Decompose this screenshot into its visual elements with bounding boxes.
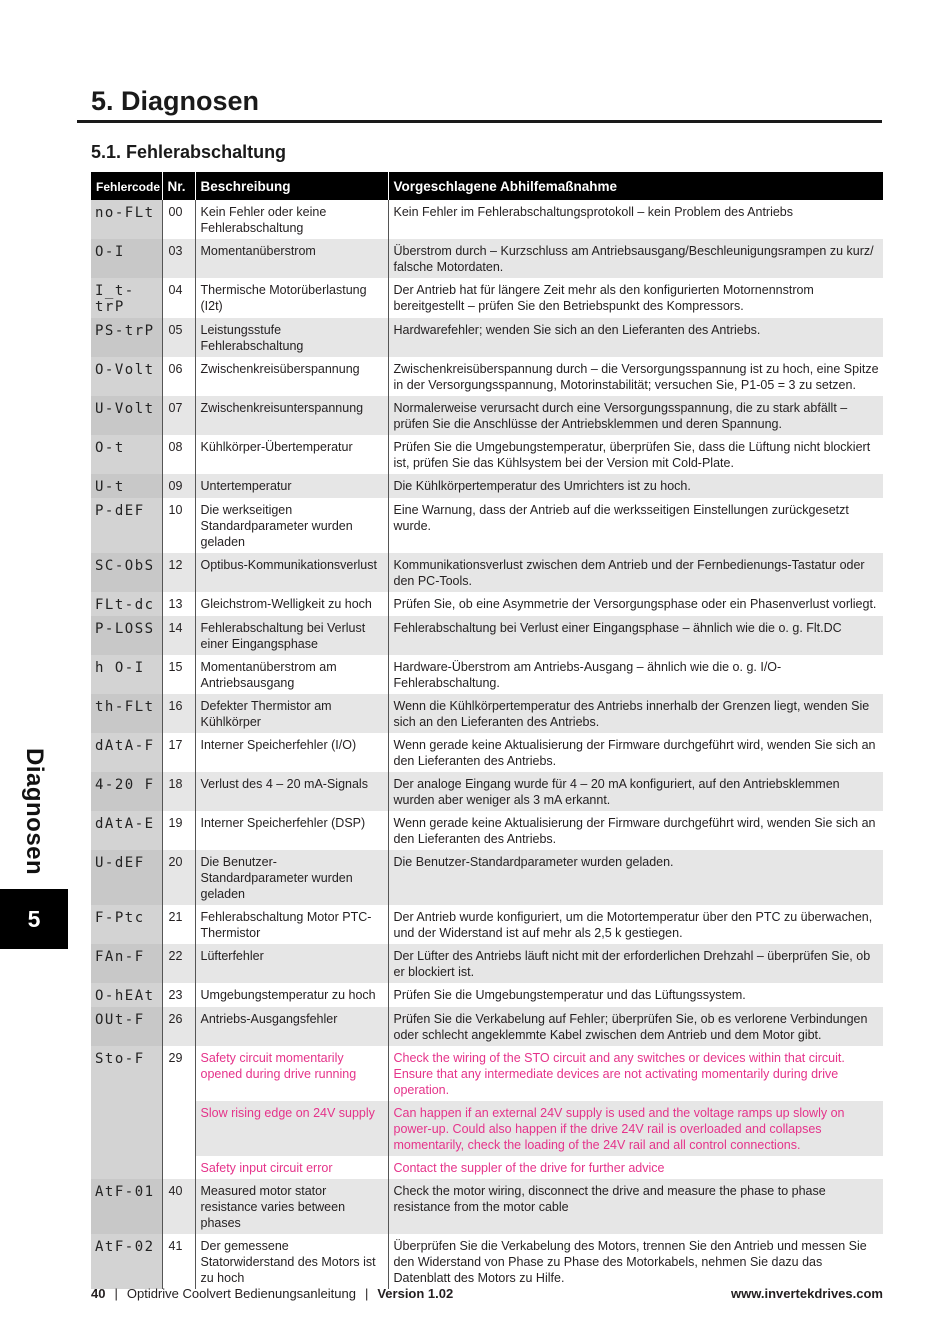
fault-remedy: Die Kühlkörpertemperatur des Umrichters ist zu hoch. xyxy=(388,474,883,498)
page-footer xyxy=(91,1286,883,1301)
fault-description: Safety input circuit error xyxy=(195,1156,388,1179)
fault-remedy: Check the motor wiring, disconnect the drive and measure the phase to phase resistance from the motor cable xyxy=(388,1179,883,1234)
fault-description: Umgebungstemperatur zu hoch xyxy=(195,983,388,1007)
fault-number: 19 xyxy=(162,811,195,850)
fault-code: h O-I xyxy=(95,660,145,676)
footer-separator: | xyxy=(364,1286,369,1301)
fault-remedy: Can happen if an external 24V supply is used and the voltage ramps up slowly on power-up. Could also happen if the drive 24V rail is overloaded and collapses momentarily, check the loading of the 24V rail and all control connections. xyxy=(388,1101,883,1156)
fault-number: 15 xyxy=(162,655,195,694)
fault-code: O-Volt xyxy=(95,362,155,378)
fault-description: Die Benutzer-Standardparameter wurden geladen xyxy=(195,850,388,905)
fault-description: Die werkseitigen Standardparameter wurden geladen xyxy=(195,498,388,553)
fault-code: P-dEF xyxy=(95,503,145,519)
fault-remedy: Überstrom durch – Kurzschluss am Antriebsausgang/Beschleunigungsrampen zu kurz/ falsche Motordaten. xyxy=(388,239,883,278)
fault-code: AtF-02 xyxy=(95,1239,155,1255)
fault-code: PS-trP xyxy=(95,323,155,339)
table-row xyxy=(91,1179,883,1234)
fault-remedy: Contact the suppler of the drive for further advice xyxy=(388,1156,883,1179)
fault-remedy: Der Lüfter des Antriebs läuft nicht mit der erforderlichen Drehzahl – überprüfen Sie, ob er blockiert ist. xyxy=(388,944,883,983)
fault-code: U-Volt xyxy=(95,401,155,417)
fault-code-cell xyxy=(91,435,162,474)
fault-code-cell xyxy=(91,553,162,592)
fault-description: Fehlerabschaltung Motor PTC-Thermistor xyxy=(195,905,388,944)
fault-description: Gleichstrom-Welligkeit zu hoch xyxy=(195,592,388,616)
fault-remedy: Hardware-Überstrom am Antriebs-Ausgang – ähnlich wie die o. g. I/O-Fehlerabschaltung. xyxy=(388,655,883,694)
fault-code: AtF-01 xyxy=(95,1184,155,1200)
fault-remedy: Check the wiring of the STO circuit and any switches or devices within that circuit. Ensure that any intermediate devices are not activating momentarily during drive operation. xyxy=(388,1046,883,1101)
fault-description: Safety circuit momentarily opened during drive running xyxy=(195,1046,388,1101)
fault-number: 08 xyxy=(162,435,195,474)
fault-remedy: Kein Fehler im Fehlerabschaltungsprotokoll – kein Problem des Antriebs xyxy=(388,200,883,239)
fault-description: Zwischenkreisunterspannung xyxy=(195,396,388,435)
table-row xyxy=(91,944,883,983)
fault-remedy: Hardwarefehler; wenden Sie sich an den Lieferanten des Antriebs. xyxy=(388,318,883,357)
fault-remedy: Zwischenkreisüberspannung durch – die Versorgungsspannung ist zu hoch, eine Spitze in der Versorgungsspannung, Motorinstabilität; versuchen Sie, P1-05 = 3 zu setzen. xyxy=(388,357,883,396)
fault-description: Defekter Thermistor am Kühlkörper xyxy=(195,694,388,733)
table-row xyxy=(91,694,883,733)
table-row xyxy=(91,278,883,318)
table-row xyxy=(91,905,883,944)
fault-code-cell xyxy=(91,1046,162,1179)
fault-remedy: Prüfen Sie die Umgebungstemperatur, überprüfen Sie, dass die Lüftung nicht blockiert ist, prüfen Sie das Kühlsystem bei der Version mit Cold-Plate. xyxy=(388,435,883,474)
fault-description: Optibus-Kommunikationsverlust xyxy=(195,553,388,592)
fault-remedy: Prüfen Sie die Verkabelung auf Fehler; überprüfen Sie, ob es verlorene Verbindungen oder schlecht angeklemmte Kabel zwischen dem Antrieb und dem Motor gibt. xyxy=(388,1007,883,1046)
section-title: 5.1. Fehlerabschaltung xyxy=(91,142,287,162)
fault-code-cell xyxy=(91,396,162,435)
document-version: Version 1.02 xyxy=(377,1286,454,1301)
table-row xyxy=(91,592,883,616)
table-row xyxy=(91,1007,883,1046)
fault-code: O-I xyxy=(95,244,125,260)
header-fault-code: Fehlercode xyxy=(91,172,162,200)
fault-description: Verlust des 4 – 20 mA-Signals xyxy=(195,772,388,811)
fault-code: dAtA-E xyxy=(95,816,155,832)
fault-code: P-LOSS xyxy=(95,621,155,637)
fault-code-cell xyxy=(91,772,162,811)
fault-description: Fehlerabschaltung bei Verlust einer Eingangsphase xyxy=(195,616,388,655)
fault-code-cell xyxy=(91,1234,162,1289)
fault-remedy: Kommunikationsverlust zwischen dem Antrieb und der Fernbedienungs-Tastatur oder den PC-Tools. xyxy=(388,553,883,592)
table-row xyxy=(91,655,883,694)
fault-description: Interner Speicherfehler (I/O) xyxy=(195,733,388,772)
fault-number: 41 xyxy=(162,1234,195,1289)
document-title: Optidrive Coolvert Bedienungsanleitung xyxy=(126,1286,356,1301)
fault-code-cell xyxy=(91,1007,162,1046)
fault-number: 06 xyxy=(162,357,195,396)
fault-code: th-FLt xyxy=(95,699,155,715)
fault-description: Slow rising edge on 24V supply xyxy=(195,1101,388,1156)
fault-description: Momentanüberstrom xyxy=(195,239,388,278)
fault-description: Interner Speicherfehler (DSP) xyxy=(195,811,388,850)
fault-number: 40 xyxy=(162,1179,195,1234)
table-row xyxy=(91,435,883,474)
table-row xyxy=(91,1101,883,1156)
fault-remedy: Der Antrieb hat für längere Zeit mehr als den konfigurierten Motornennstrom bereitgestellt – prüfen Sie den Betriebspunkt des Kompressors. xyxy=(388,278,883,318)
fault-code-cell xyxy=(91,239,162,278)
header-description: Beschreibung xyxy=(195,172,388,200)
table-row xyxy=(91,983,883,1007)
fault-code-cell xyxy=(91,905,162,944)
fault-code: O-hEAt xyxy=(95,988,155,1004)
fault-number: 14 xyxy=(162,616,195,655)
table-header-row xyxy=(91,172,883,200)
fault-code: FAn-F xyxy=(95,949,145,965)
fault-code: 4-20 F xyxy=(95,777,155,793)
fault-number: 18 xyxy=(162,772,195,811)
title-rule xyxy=(77,120,882,123)
fault-code-cell xyxy=(91,983,162,1007)
footer-separator: | xyxy=(114,1286,118,1301)
fault-code: I_t-trP xyxy=(95,283,135,315)
fault-remedy: Prüfen Sie die Umgebungstemperatur und das Lüftungssystem. xyxy=(388,983,883,1007)
table-row xyxy=(91,1046,883,1101)
fault-code-cell xyxy=(91,944,162,983)
table-row xyxy=(91,850,883,905)
table-row xyxy=(91,616,883,655)
fault-number: 03 xyxy=(162,239,195,278)
fault-description: Momentanüberstrom am Antriebsausgang xyxy=(195,655,388,694)
fault-remedy: Normalerweise verursacht durch eine Versorgungsspannung, die zu stark abfällt – prüfen Sie die Anschlüsse der Antriebsklemmen und deren Spannung. xyxy=(388,396,883,435)
header-remedy: Vorgeschlagene Abhilfemaßnahme xyxy=(388,172,883,200)
fault-number: 07 xyxy=(162,396,195,435)
fault-remedy: Wenn gerade keine Aktualisierung der Firmware durchgeführt wird, wenden Sie sich an den Lieferanten des Antriebs. xyxy=(388,733,883,772)
fault-number: 29 xyxy=(162,1046,195,1179)
fault-code-cell xyxy=(91,655,162,694)
fault-code-cell xyxy=(91,811,162,850)
table-row xyxy=(91,1234,883,1289)
fault-remedy: Prüfen Sie, ob eine Asymmetrie der Versorgungsphase oder ein Phasenverlust vorliegt. xyxy=(388,592,883,616)
fault-number: 12 xyxy=(162,553,195,592)
fault-code-cell xyxy=(91,733,162,772)
fault-remedy: Der analoge Eingang wurde für 4 – 20 mA konfiguriert, auf den Antriebsklemmen wurden aber weniger als 3 mA erkannt. xyxy=(388,772,883,811)
table-row xyxy=(91,772,883,811)
fault-code-cell xyxy=(91,1179,162,1234)
chapter-side-label: Diagnosen xyxy=(21,748,48,876)
fault-code-cell xyxy=(91,318,162,357)
fault-code: Sto-F xyxy=(95,1051,145,1067)
fault-description: Untertemperatur xyxy=(195,474,388,498)
fault-description: Antriebs-Ausgangsfehler xyxy=(195,1007,388,1046)
fault-remedy: Eine Warnung, dass der Antrieb auf die werksseitigen Einstellungen zurückgesetzt wurde. xyxy=(388,498,883,553)
fault-number: 10 xyxy=(162,498,195,553)
table-row xyxy=(91,318,883,357)
fault-code-cell xyxy=(91,200,162,239)
table-row xyxy=(91,200,883,239)
fault-description: Kein Fehler oder keine Fehlerabschaltung xyxy=(195,200,388,239)
fault-number: 05 xyxy=(162,318,195,357)
table-row xyxy=(91,498,883,553)
fault-code: U-t xyxy=(95,479,125,495)
chapter-number-tab: 5 xyxy=(0,889,68,949)
website-url: www.invertekdrives.com xyxy=(731,1286,883,1301)
page-title: 5. Diagnosen xyxy=(91,86,260,116)
table-row xyxy=(91,811,883,850)
fault-code: SC-ObS xyxy=(95,558,155,574)
fault-number: 04 xyxy=(162,278,195,318)
fault-description: Thermische Motorüberlastung (I2t) xyxy=(195,278,388,318)
fault-code: U-dEF xyxy=(95,855,145,871)
header-number: Nr. xyxy=(162,172,195,200)
fault-number: 00 xyxy=(162,200,195,239)
fault-number: 17 xyxy=(162,733,195,772)
fault-code: OUt-F xyxy=(95,1012,145,1028)
table-row xyxy=(91,553,883,592)
fault-code-cell xyxy=(91,498,162,553)
fault-remedy: Überprüfen Sie die Verkabelung des Motors, trennen Sie den Antrieb und messen Sie den Widerstand von Phase zu Phase des Motorkabels, nehmen Sie dazu das Datenblatt des Motors zu Hilfe. xyxy=(388,1234,883,1289)
table-row xyxy=(91,474,883,498)
fault-remedy: Wenn gerade keine Aktualisierung der Firmware durchgeführt wird, wenden Sie sich an den Lieferanten des Antriebs. xyxy=(388,811,883,850)
fault-code-cell xyxy=(91,616,162,655)
fault-code-cell xyxy=(91,357,162,396)
fault-number: 09 xyxy=(162,474,195,498)
fault-description: Kühlkörper-Übertemperatur xyxy=(195,435,388,474)
fault-number: 26 xyxy=(162,1007,195,1046)
fault-description: Leistungsstufe Fehlerabschaltung xyxy=(195,318,388,357)
page-number: 40 xyxy=(91,1286,106,1301)
fault-code-cell xyxy=(91,474,162,498)
fault-code: O-t xyxy=(95,440,125,456)
fault-code: F-Ptc xyxy=(95,910,145,926)
table-row xyxy=(91,357,883,396)
fault-code-cell xyxy=(91,694,162,733)
table-row xyxy=(91,733,883,772)
fault-code: dAtA-F xyxy=(95,738,155,754)
table-row xyxy=(91,396,883,435)
fault-number: 13 xyxy=(162,592,195,616)
fault-number: 16 xyxy=(162,694,195,733)
fault-remedy: Wenn die Kühlkörpertemperatur des Antriebs innerhalb der Grenzen liegt, wenden Sie sich an den Lieferanten des Antriebs. xyxy=(388,694,883,733)
table-row xyxy=(91,239,883,278)
fault-number: 23 xyxy=(162,983,195,1007)
table-body xyxy=(91,200,883,1289)
fault-code: no-FLt xyxy=(95,205,155,221)
fault-remedy: Die Benutzer-Standardparameter wurden geladen. xyxy=(388,850,883,905)
fault-number: 21 xyxy=(162,905,195,944)
fault-description: Lüfterfehler xyxy=(195,944,388,983)
fault-description: Zwischenkreisüberspannung xyxy=(195,357,388,396)
fault-number: 22 xyxy=(162,944,195,983)
fault-code: FLt-dc xyxy=(95,597,155,613)
fault-code-cell xyxy=(91,592,162,616)
fault-remedy: Fehlerabschaltung bei Verlust einer Eingangsphase – ähnlich wie die o. g. Flt.DC xyxy=(388,616,883,655)
table-row xyxy=(91,1156,883,1179)
fault-code-cell xyxy=(91,278,162,318)
fault-code-cell xyxy=(91,850,162,905)
fault-table xyxy=(91,172,883,1289)
fault-number: 20 xyxy=(162,850,195,905)
fault-description: Der gemessene Statorwiderstand des Motors ist zu hoch xyxy=(195,1234,388,1289)
fault-description: Measured motor stator resistance varies between phases xyxy=(195,1179,388,1234)
fault-remedy: Der Antrieb wurde konfiguriert, um die Motortemperatur über den PTC zu überwachen, und der Widerstand ist auf mehr als 2,5 k gestiegen. xyxy=(388,905,883,944)
